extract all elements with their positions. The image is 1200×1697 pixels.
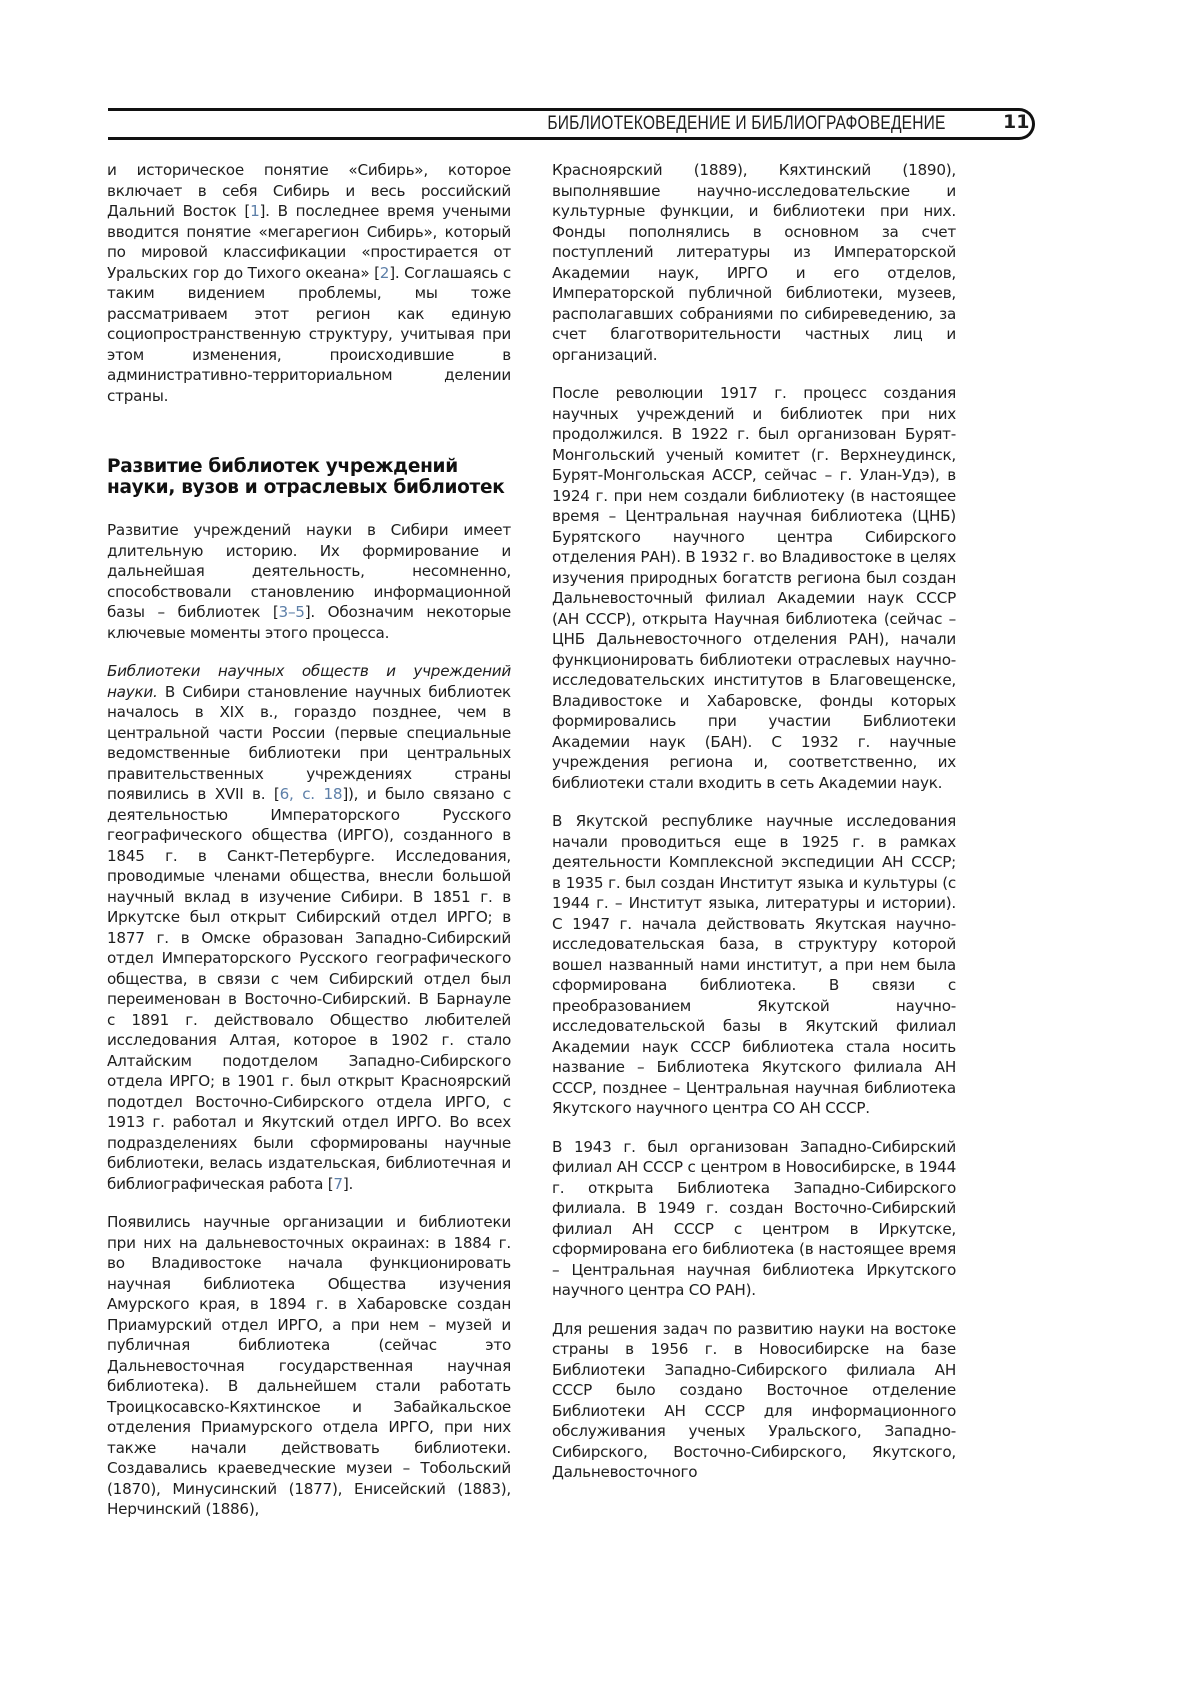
citation-link[interactable]: 2 [379, 263, 390, 282]
citation-link[interactable]: 1 [250, 202, 260, 220]
citation-link[interactable]: 6, с. 18 [279, 785, 343, 803]
paragraph: Красноярский (1889), Кяхтинский (1890), выполнявшие научно-исследовательские и культурные функции, и библиотеки при них. Фонды пополнялись в основном за счет поступлений литературы из Императорской Академии наук, ИРГО и его отделов, Императорской публичной библиотеки, музеев, располагавших собраниями по сибиреведению, за счет благотворительности частных лиц и организаций. [552, 161, 956, 364]
right-column [552, 160, 956, 1501]
subsection-lead: Библиотеки научных обществ и учреждений науки. [107, 662, 511, 701]
header-rule-top [108, 108, 1008, 111]
section-heading: Развитие библиотек учреждений науки, вузов и отраслевых библиотек [107, 456, 505, 498]
running-header [108, 108, 1036, 140]
header-rule-bottom [108, 137, 1008, 140]
paragraph: В Якутской республике научные исследования начали проводиться еще в 1925 г. в рамках деятельности Комплексной экспедиции АН СССР; в 1935 г. был создан Институт языка и культуры (с 1944 г. – Институт языка, литературы и истории). С 1947 г. начала действовать Якутская научно-исследовательская база, в структуру которой вошел названный нами институт, а при нем была сформирована библиотека. В связи с преобразованием Якутской научно-исследовательской базы в Якутский филиал Академии наук СССР библиотека стала носить название – Библиотека Якутского филиала АН СССР, позднее – Центральная научная библиотека Якутского научного центра СО АН СССР. [552, 812, 956, 1117]
page-number: 11 [1003, 111, 1030, 133]
paragraph: Появились научные организации и библиотеки при них на дальневосточных окраинах: в 1884 г. во Владивостоке начала функционировать научная библиотека Общества изучения Амурского края, в 1894 г. в Хабаровске создан Приамурский отдел ИРГО, а при нем – музей и публичная библиотека (сейчас это Дальневосточная государственная научная библиотека). В дальнейшем стали работать Троицкосавско-Кяхтинское и Забайкальское отделения Приамурского отдела ИРГО, при них также начали действовать библиотеки. Создавались краеведческие музеи – Тобольский (1870), Минусинский (1877), Енисейский (1883), Нерчинский (1886), [107, 1213, 511, 1518]
paragraph: После революции 1917 г. процесс создания научных учреждений и библиотек при них продолжился. В 1922 г. был организован Бурят-Монгольский ученый комитет (г. Верхнеудинск, Бурят-Монгольская АССР, сейчас – г. Улан-Удэ), в 1924 г. при нем создали библиотеку (в настоящее время – Центральная научная библиотека (ЦНБ) Бурятского научного центра Сибирского отделения РАН). В 1932 г. во Владивостоке в целях изучения природных богатств региона был создан Дальневосточный филиал Академии наук СССР (АН СССР), открыта Научная библиотека (сейчас – ЦНБ Дальневосточного отделения РАН), начали функционировать библиотеки отраслевых научно-исследовательских институтов в Благовещенске, Владивостоке и Хабаровске, фонды которых формировались при участии Библиотеки Академии наук (БАН). С 1932 г. научные учреждения региона и, соответственно, их библиотеки стали входить в сеть Академии наук. [552, 384, 956, 792]
paragraph: и историческое понятие «Сибирь», которое включает в себя Сибирь и весь российский Дальний Восток [1]. В последнее время учеными вводится понятие «мегарегион Сибирь», который по мировой классификации «простирается от Уральских гор до Тихого океана» [2]. Соглашаясь с таким видением проблемы, мы тоже рассматриваем этот регион как единую социопространственную структуру, учитывая при этом изменения, происходившие в административно-территориальном делении страны. [107, 161, 511, 405]
citation-link[interactable]: 3–5 [278, 603, 305, 621]
citation-link[interactable]: 7 [333, 1174, 343, 1193]
paragraph: Развитие учреждений науки в Сибири имеет длительную историю. Их формирование и дальнейшая деятельность, несомненно, способствовали становлению информационной базы – библиотек [3–5]. Обозначим некоторые ключевые моменты этого процесса. [107, 521, 511, 642]
paragraph: Библиотеки научных обществ и учреждений науки. В Сибири становление научных библиотек началось в XIX в., гораздо позднее, чем в центральной части России (первые специальные ведомственные библиотеки при центральных правительственных учреждениях страны появились в XVII в. [6, с. 18]), и было связано с деятельностью Императорского Русского географического общества (ИРГО), созданного в 1845 г. в Санкт-Петербурге. Исследования, проводимые членами общества, внесли большой научный вклад в изучение Сибири. В 1851 г. в Иркутске был открыт Сибирский отдел ИРГО; в 1877 г. в Омске образован Западно-Сибирский отдел Императорского Русского географического общества, в связи с чем Сибирский отдел был переименован в Восточно-Сибирский. В Барнауле с 1891 г. действовало Общество любителей исследования Алтая, которое в 1902 г. стало Алтайским подотделом Западно-Сибирского отдела ИРГО; в 1901 г. был открыт Красноярский подотдел Восточно-Сибирского отдела ИРГО, с 1913 г. работал и Якутский отдел ИРГО. Во всех подразделениях были сформированы научные библиотеки, велась издательская, библиотечная и библиографическая работа [7]. [107, 662, 512, 1193]
section-title: БИБЛИОТЕКОВЕДЕНИЕ И БИБЛИОГРАФОВЕДЕНИЕ [547, 113, 946, 134]
paragraph: В 1943 г. был организован Западно-Сибирский филиал АН СССР с центром в Новосибирске, в 1944 г. открыта Библиотека Западно-Сибирского филиала. В 1949 г. создан Восточно-Сибирский филиал АН СССР с центром в Иркутске, сформирована его библиотека (в настоящее время – Центральная научная библиотека Иркутского научного центра СО РАН). [552, 1137, 956, 1299]
paragraph: Для решения задач по развитию науки на востоке страны в 1956 г. в Новосибирске на базе Библиотеки Западно-Сибирского филиала АН СССР было создано Восточное отделение Библиотеки АН СССР для информационного обслуживания ученых Уральского, Западно-Сибирского, Восточно-Сибирского, Якутского, Дальневосточного [552, 1319, 956, 1481]
left-column [107, 160, 511, 1538]
